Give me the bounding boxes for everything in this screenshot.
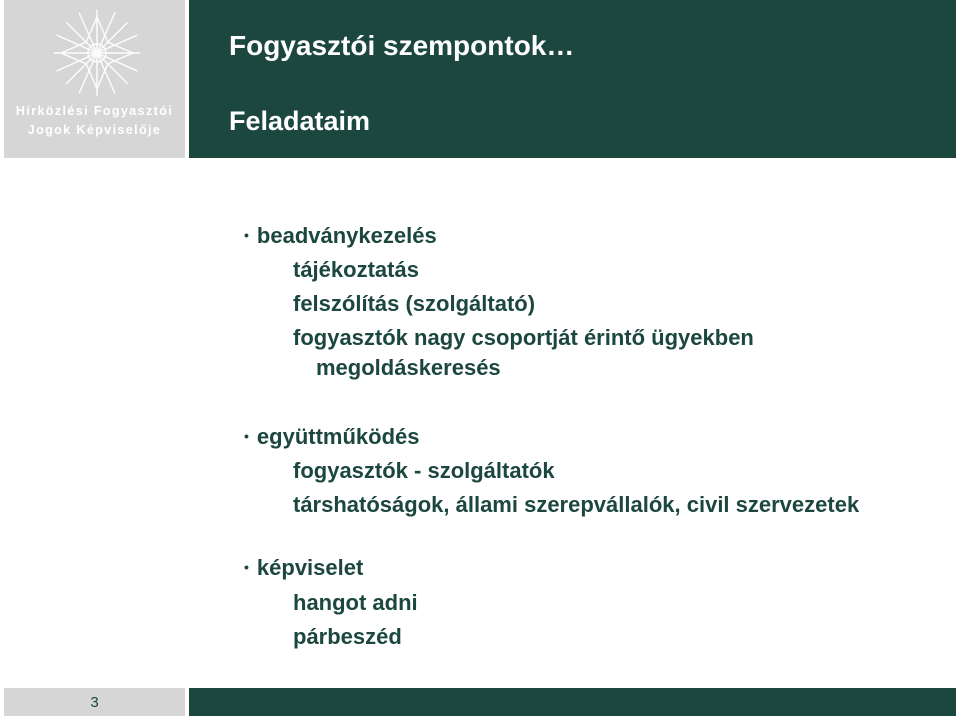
sub-item: felszólítás (szolgáltató) (293, 291, 536, 316)
bullet-heading: beadványkezelés (256, 223, 437, 248)
bullet-icon: • (244, 428, 249, 444)
slide-subtitle: Feladataim (229, 106, 371, 136)
sub-item: fogyasztók - szolgáltatók (293, 458, 555, 483)
bullet-item (244, 424, 420, 450)
bullet-heading: együttműködés (256, 424, 420, 449)
sub-item: párbeszéd (293, 624, 402, 649)
sub-item: társhatóságok, állami szerepvállalók, civil szervezetek (293, 492, 860, 517)
bullet-item (244, 555, 363, 581)
page-number: 3 (90, 694, 99, 711)
bullet-icon: • (244, 227, 249, 243)
bullet-item (244, 223, 437, 249)
slide-title: Fogyasztói szempontok… (229, 30, 575, 61)
bullet-icon: • (244, 559, 249, 575)
footer-band (189, 688, 956, 716)
footer-page-box (4, 688, 185, 716)
sub-item: fogyasztók nagy csoportját érintő ügyekben (293, 325, 754, 350)
logo-text-line-1: Hírközlési Fogyasztói (15, 104, 174, 118)
sub-item: hangot adni (293, 590, 418, 615)
sub-item-continuation: megoldáskeresés (316, 355, 501, 380)
bullet-heading: képviselet (256, 555, 364, 580)
sub-item: tájékoztatás (293, 257, 419, 282)
logo-text-line-2: Jogok Képviselője (27, 123, 162, 137)
